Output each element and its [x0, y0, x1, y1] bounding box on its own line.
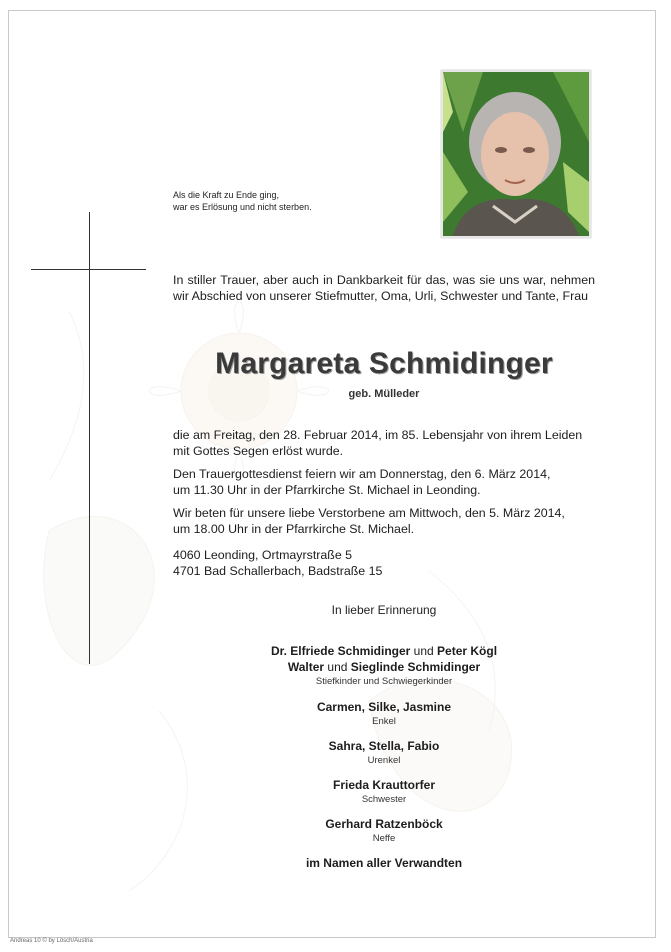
mourners-sister: [173, 777, 595, 806]
death-notice-line-2: mit Gottes Segen erlöst wurde.: [173, 444, 344, 458]
funeral-mass-line-2: um 11.30 Uhr in der Pfarrkirche St. Michael in Leonding.: [173, 483, 481, 497]
prayer-line-2: um 18.00 Uhr in der Pfarrkirche St. Michael.: [173, 522, 415, 536]
cross-vertical-icon: [89, 212, 90, 664]
conjunction: und: [410, 644, 438, 658]
funeral-mass-notice: [173, 466, 595, 498]
mourner-line: [173, 659, 595, 675]
mourners-stepchildren: [173, 643, 595, 688]
obituary-card: [8, 10, 656, 938]
mourner-relation: Neffe: [372, 833, 396, 844]
mourner-relation: Enkel: [372, 716, 396, 727]
closing-line: im Namen aller Verwandten: [305, 856, 463, 870]
portrait-icon: [443, 72, 589, 236]
print-credit: Andreas 10 © by Lösch/Austria: [10, 938, 93, 944]
conjunction: und: [324, 660, 351, 674]
mourner-relation: Urenkel: [367, 755, 401, 766]
deceased-name: Margareta Schmidinger: [215, 347, 553, 380]
mourner-name: Carmen, Silke, Jasmine: [316, 700, 452, 714]
memorial-quote: [173, 189, 312, 213]
mourner-name: Dr. Elfriede Schmidinger: [270, 644, 411, 658]
cross-horizontal-icon: [31, 269, 146, 270]
mourner-name: Gerhard Ratzenböck: [325, 817, 443, 831]
portrait-photo: [441, 70, 591, 238]
birth-name: geb. Mülleder: [348, 388, 420, 400]
address-line: 4060 Leonding, Ortmayrstraße 5: [173, 548, 353, 562]
death-notice-line-1: die am Freitag, den 28. Februar 2014, im 85. Lebensjahr von ihrem Leiden: [173, 428, 583, 442]
mourners-nephew: [173, 816, 595, 845]
quote-line-2: war es Erlösung und nicht sterben.: [173, 202, 312, 212]
mourner-name: Walter: [287, 660, 325, 674]
mourner-relation: Schwester: [361, 794, 407, 805]
farewell-text: In lieber Erinnerung: [331, 603, 437, 617]
intro-paragraph: In stiller Trauer, aber auch in Dankbarkeit für das, was sie uns war, nehmen wir Abschied von unserer Stiefmutter, Oma, Urli, Schwester und Tante, Frau: [173, 273, 595, 303]
mourner-line: [173, 643, 595, 659]
funeral-mass-line-1: Den Trauergottesdienst feiern wir am Donnerstag, den 6. März 2014,: [173, 467, 551, 481]
mourner-relation: Stiefkinder und Schwiegerkinder: [315, 676, 453, 687]
addresses: [173, 547, 595, 579]
prayer-line-1: Wir beten für unsere liebe Verstorbene am Mittwoch, den 5. März 2014,: [173, 506, 565, 520]
quote-line-1: Als die Kraft zu Ende ging,: [173, 190, 280, 200]
death-notice: [173, 427, 595, 459]
mourners-grandchildren: [173, 699, 595, 728]
mourner-name: Peter Kögl: [437, 644, 498, 658]
mourner-name: Frieda Krauttorfer: [332, 778, 436, 792]
address-line: 4701 Bad Schallerbach, Badstraße 15: [173, 564, 383, 578]
prayer-notice: [173, 505, 595, 537]
mourners-great-grandchildren: [173, 738, 595, 767]
mourner-name: Sahra, Stella, Fabio: [328, 739, 440, 753]
mourner-name: Sieglinde Schmidinger: [350, 660, 481, 674]
